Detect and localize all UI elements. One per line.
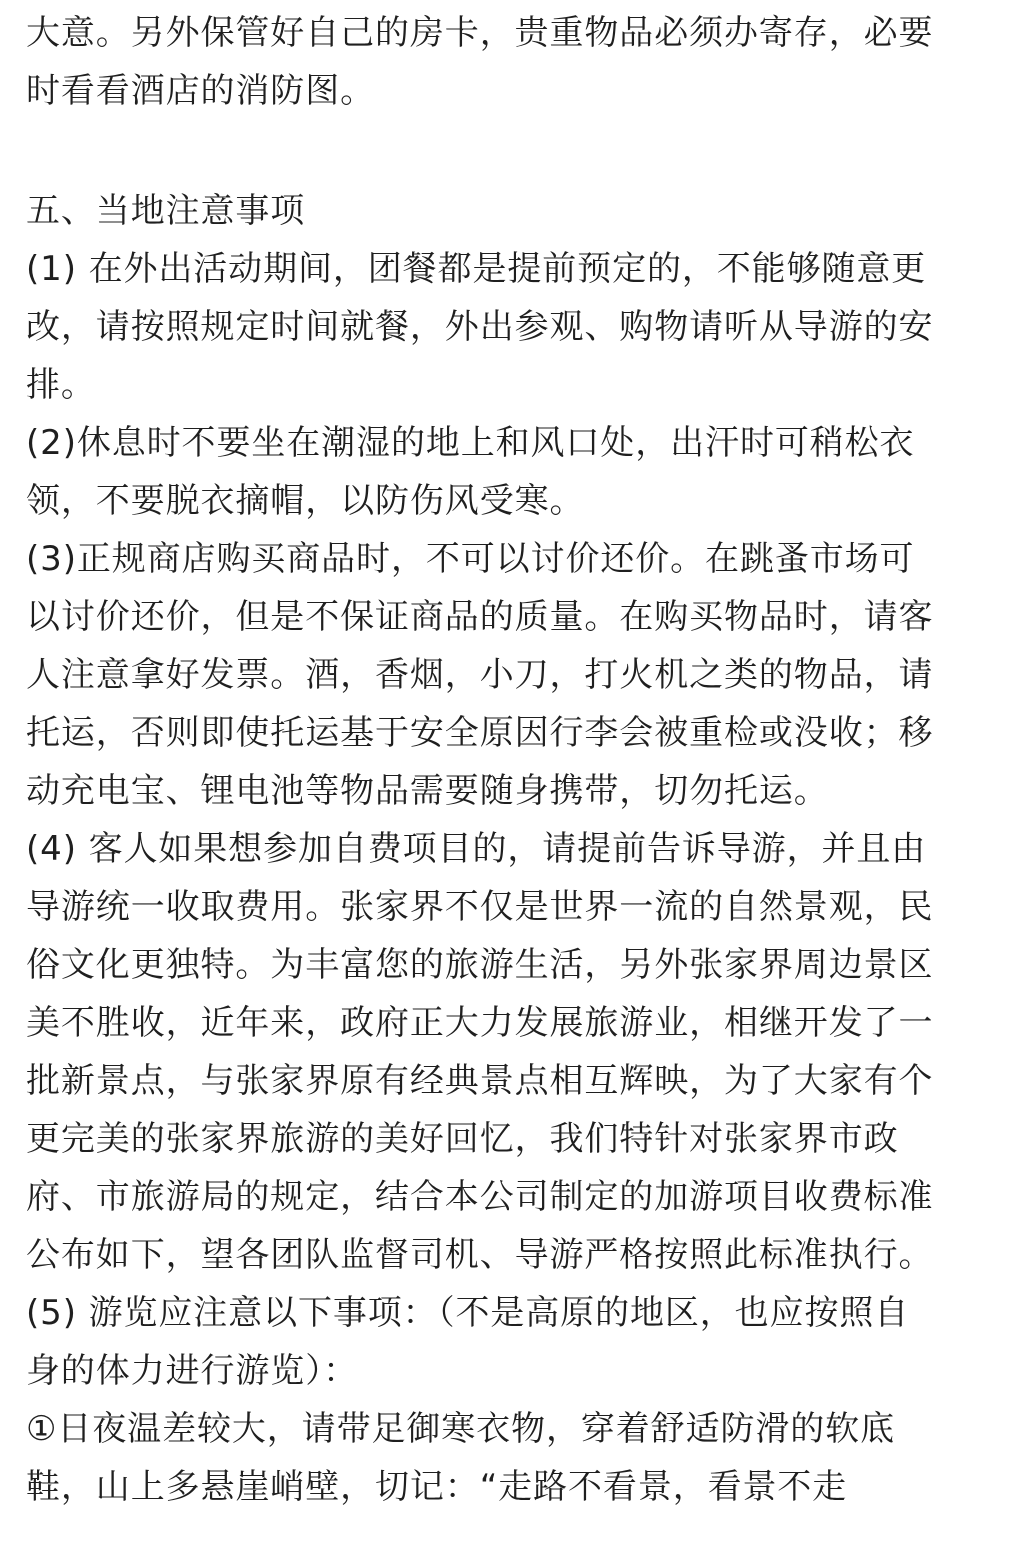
- text-line: 大意。另外保管好自己的房卡，贵重物品必须办寄存，必要: [26, 13, 934, 53]
- text-line: (1) 在外出活动期间，团餐都是提前预定的，不能够随意更: [26, 249, 927, 289]
- text-line: 托运，否则即使托运基于安全原因行李会被重检或没收；移: [26, 713, 934, 753]
- text-line: 公布如下，望各团队监督司机、导游严格按照此标准执行。: [26, 1235, 934, 1275]
- text-line: 更完美的张家界旅游的美好回忆，我们特针对张家界市政: [26, 1119, 899, 1159]
- text-line: 领，不要脱衣摘帽，以防伤风受寒。: [26, 481, 585, 521]
- text-line: (5) 游览应注意以下事项：（不是高原的地区，也应按照自: [26, 1293, 910, 1333]
- paragraph-gap: [26, 120, 1006, 182]
- text-line: 身的体力进行游览）：: [26, 1351, 358, 1391]
- text-line: 人注意拿好发票。酒，香烟，小刀，打火机之类的物品，请: [26, 655, 934, 695]
- text-line: (3)正规商店购买商品时，不可以讨价还价。在跳蚤市场可: [26, 539, 915, 579]
- text-line: 导游统一收取费用。张家界不仅是世界一流的自然景观，民: [26, 887, 934, 927]
- section-body: [26, 240, 1006, 1516]
- text-line: 批新景点，与张家界原有经典景点相互辉映，为了大家有个: [26, 1061, 934, 1101]
- text-line: 时看看酒店的消防图。: [26, 71, 375, 111]
- text-line: 俗文化更独特。为丰富您的旅游生活，另外张家界周边景区: [26, 945, 934, 985]
- text-line: 鞋，山上多悬崖峭壁，切记：“走路不看景，看景不走: [26, 1467, 848, 1507]
- text-line: 排。: [26, 365, 96, 405]
- text-line: 府、市旅游局的规定，结合本公司制定的加游项目收费标准: [26, 1177, 934, 1217]
- text-line: 动充电宝、锂电池等物品需要随身携带，切勿托运。: [26, 771, 829, 811]
- text-line: (4) 客人如果想参加自费项目的，请提前告诉导游，并且由: [26, 829, 927, 869]
- text-line: 美不胜收，近年来，政府正大力发展旅游业，相继开发了一: [26, 1003, 934, 1043]
- section-title: 五、当地注意事项: [26, 191, 306, 231]
- document-page: [26, 0, 1006, 1516]
- text-line: ①日夜温差较大，请带足御寒衣物，穿着舒适防滑的软底: [26, 1409, 895, 1449]
- text-line: (2)休息时不要坐在潮湿的地上和风口处，出汗时可稍松衣: [26, 423, 915, 463]
- text-line: 以讨价还价，但是不保证商品的质量。在购买物品时，请客: [26, 597, 934, 637]
- text-line: 改，请按照规定时间就餐，外出参观、购物请听从导游的安: [26, 307, 934, 347]
